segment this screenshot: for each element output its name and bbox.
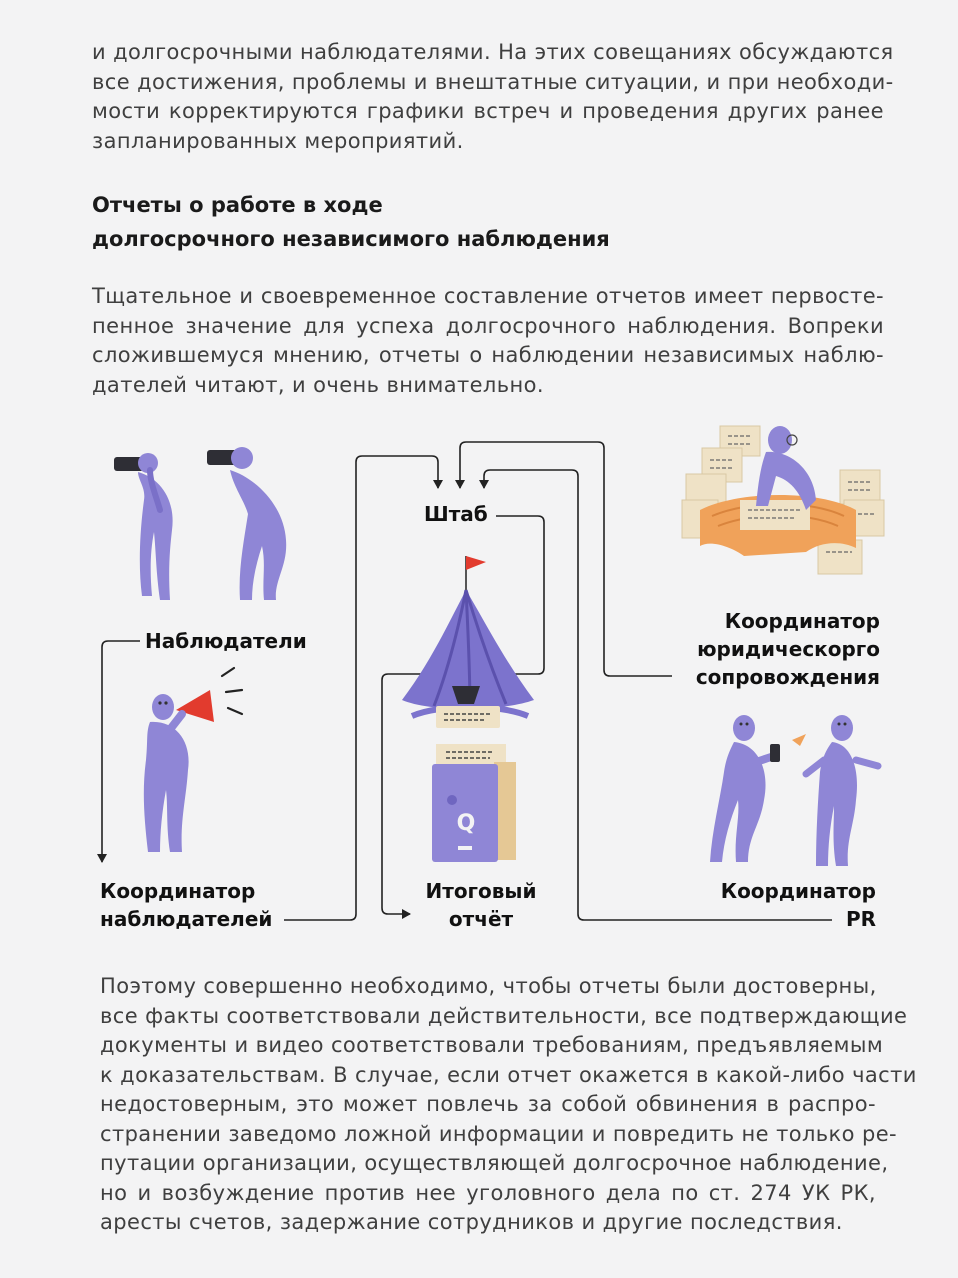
legal-coordinator-line: Координатор xyxy=(724,609,880,633)
legal-coordinator-line: сопровождения xyxy=(695,665,880,689)
observer-coordinator-line: наблюдателей xyxy=(100,907,273,931)
lead-line: сложившемуся мнению, отчеты о наблюдении независимых наблю- xyxy=(92,343,884,367)
flag-icon xyxy=(466,556,486,570)
final-report-line: Итоговый xyxy=(425,879,537,903)
heading-line: долгосрочного независимого наблюдения xyxy=(92,227,610,251)
observer-coordinator-label xyxy=(100,877,272,933)
observer-figure-2 xyxy=(207,447,286,600)
closing-line: документы и видео соответствовали требованиям, предъявляемым xyxy=(100,1033,884,1057)
closing-line: путации организации, осуществляющей долгосрочное наблюдение, xyxy=(100,1151,889,1175)
closing-line: к доказательствам. В случае, если отчет окажется в какой-либо части xyxy=(100,1062,917,1087)
intro-line: мости корректируются графики встреч и проведения других ранее xyxy=(92,99,884,123)
intro-line: запланированных мероприятий. xyxy=(92,128,464,153)
observers-label: Наблюдатели xyxy=(145,629,307,653)
observer-coordinator-line: Координатор xyxy=(100,879,256,903)
final-report-book-illustration xyxy=(432,744,516,862)
hq-tent-illustration xyxy=(402,556,534,728)
pr-coordinator-line: PR xyxy=(845,907,876,931)
closing-line: но и возбуждение против нее уголовного дела по ст. 274 УК РК, xyxy=(100,1180,876,1205)
closing-paragraph xyxy=(100,972,917,1238)
lead-line: пенное значение для успеха долгосрочного наблюдения. Вопреки xyxy=(92,313,884,338)
report-book-letter: Q xyxy=(456,811,476,836)
closing-line: Поэтому совершенно необходимо, чтобы отчеты были достоверны, xyxy=(100,974,877,998)
final-report-label xyxy=(412,877,550,933)
hq-label: Штаб xyxy=(424,502,488,526)
closing-line: недостоверным, это может повлечь за собой обвинения в распро- xyxy=(100,1092,876,1116)
final-report-line: отчёт xyxy=(448,907,514,931)
legal-coordinator-line: юридическорго xyxy=(697,637,880,661)
observers-illustration xyxy=(114,447,286,600)
observer-coordinator-illustration xyxy=(144,668,242,852)
lead-line: Тщательное и своевременное составление отчетов имеет первосте- xyxy=(92,284,884,308)
pr-coordinator-line: Координатор xyxy=(720,879,876,903)
pr-coordinator-label xyxy=(690,877,876,933)
lead-line: дателей читают, и очень внимательно. xyxy=(92,372,544,397)
intro-line: все достижения, проблемы и внештатные ситуации, и при необходи- xyxy=(92,69,894,94)
closing-line: странении заведомо ложной информации и повредить не только ре- xyxy=(100,1121,897,1146)
legal-coordinator-label xyxy=(670,607,880,691)
legal-coordinator-illustration xyxy=(682,426,884,574)
pr-coordinator-illustration xyxy=(710,715,878,866)
closing-line: все факты соответствовали действительности, все подтверждающие xyxy=(100,1003,908,1028)
heading-line: Отчеты о работе в ходе xyxy=(92,193,383,217)
closing-line: аресты счетов, задержание сотрудников и другие последствия. xyxy=(100,1210,843,1234)
connector-observers-to-coordinator xyxy=(102,641,140,862)
intro-line: и долгосрочными наблюдателями. На этих совещаниях обсуждаются xyxy=(92,40,894,64)
observer-figure-1 xyxy=(114,453,173,600)
